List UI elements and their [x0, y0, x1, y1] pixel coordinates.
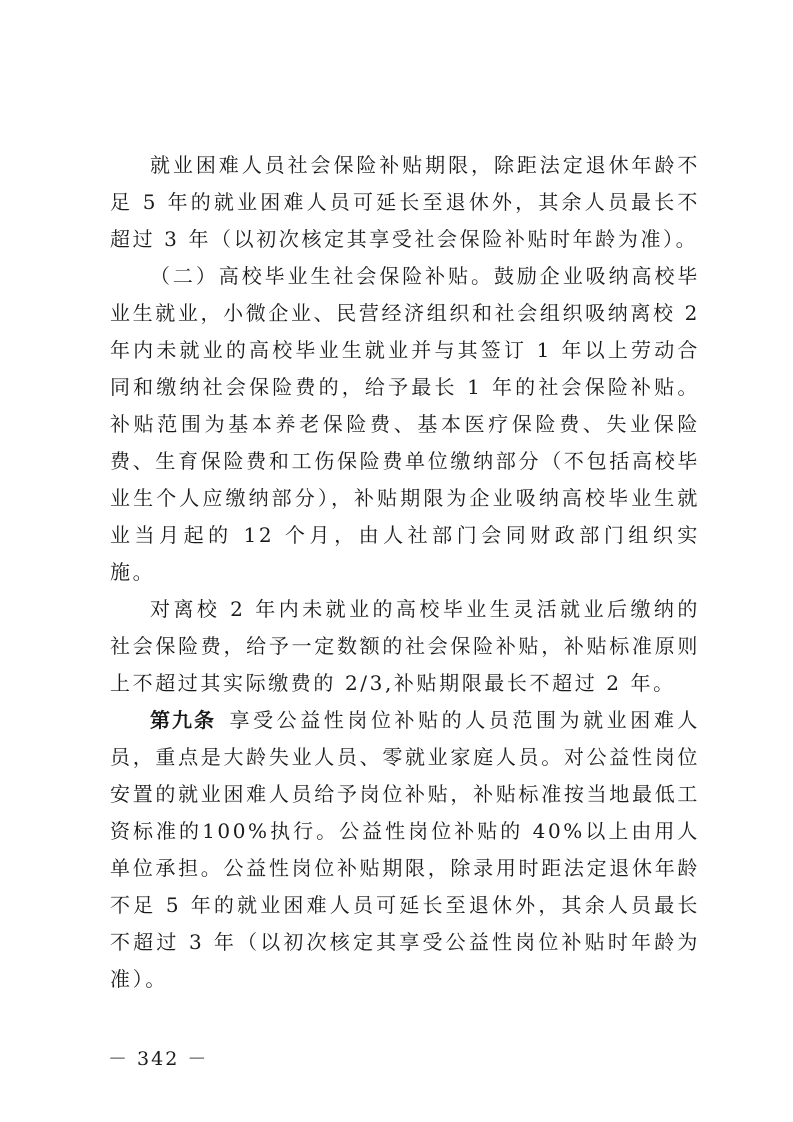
paragraph-4-text: 享受公益性岗位补贴的人员范围为就业困难人员，重点是大龄失业人员、零就业家庭人员。对公益性岗位安置的就业困难人员给予岗位补贴，补贴标准按当地最低工资标准的100%执行。公益性岗位补贴的 40%以上由用人单位承担。公益性岗位补贴期限，除录用时距法定退休年龄不足 5 年的就业困难人员可延长至退休外，其余人员最长不超过 3 年（以初次核定其享受公益性岗位补贴时年龄为准）。	[110, 708, 701, 991]
article-heading: 第九条	[150, 708, 216, 732]
body-text	[110, 147, 700, 998]
paragraph-2-text: （二）高校毕业生社会保险补贴。鼓励企业吸纳高校毕业生就业，小微企业、民营经济组织和社会组织吸纳离校 2 年内未就业的高校毕业生就业并与其签订 1 年以上劳动合同和缴纳社会保险费的，给予最长 1 年的社会保险补贴。补贴范围为基本养老保险费、基本医疗保险费、失业保险费、生育保险费和工伤保险费单位缴纳部分（不包括高校毕业生个人应缴纳部分），补贴期限为企业吸纳高校毕业生就业当月起的 12 个月，由人社部门会同财政部门组织实施。	[110, 264, 700, 584]
paragraph-1	[110, 147, 700, 258]
page-number: － 342 －	[108, 1048, 209, 1070]
paragraph-3	[110, 591, 700, 702]
paragraph-1-text: 就业困难人员社会保险补贴期限，除距法定退休年龄不足 5 年的就业困难人员可延长至退休外，其余人员最长不超过 3 年（以初次核定其享受社会保险补贴时年龄为准）。	[110, 153, 700, 251]
paragraph-2	[110, 258, 700, 591]
paragraph-4	[110, 702, 700, 998]
paragraph-3-text: 对离校 2 年内未就业的高校毕业生灵活就业后缴纳的社会保险费，给予一定数额的社会保险补贴，补贴标准原则上不超过其实际缴费的 2/3,补贴期限最长不超过 2 年。	[110, 597, 700, 695]
